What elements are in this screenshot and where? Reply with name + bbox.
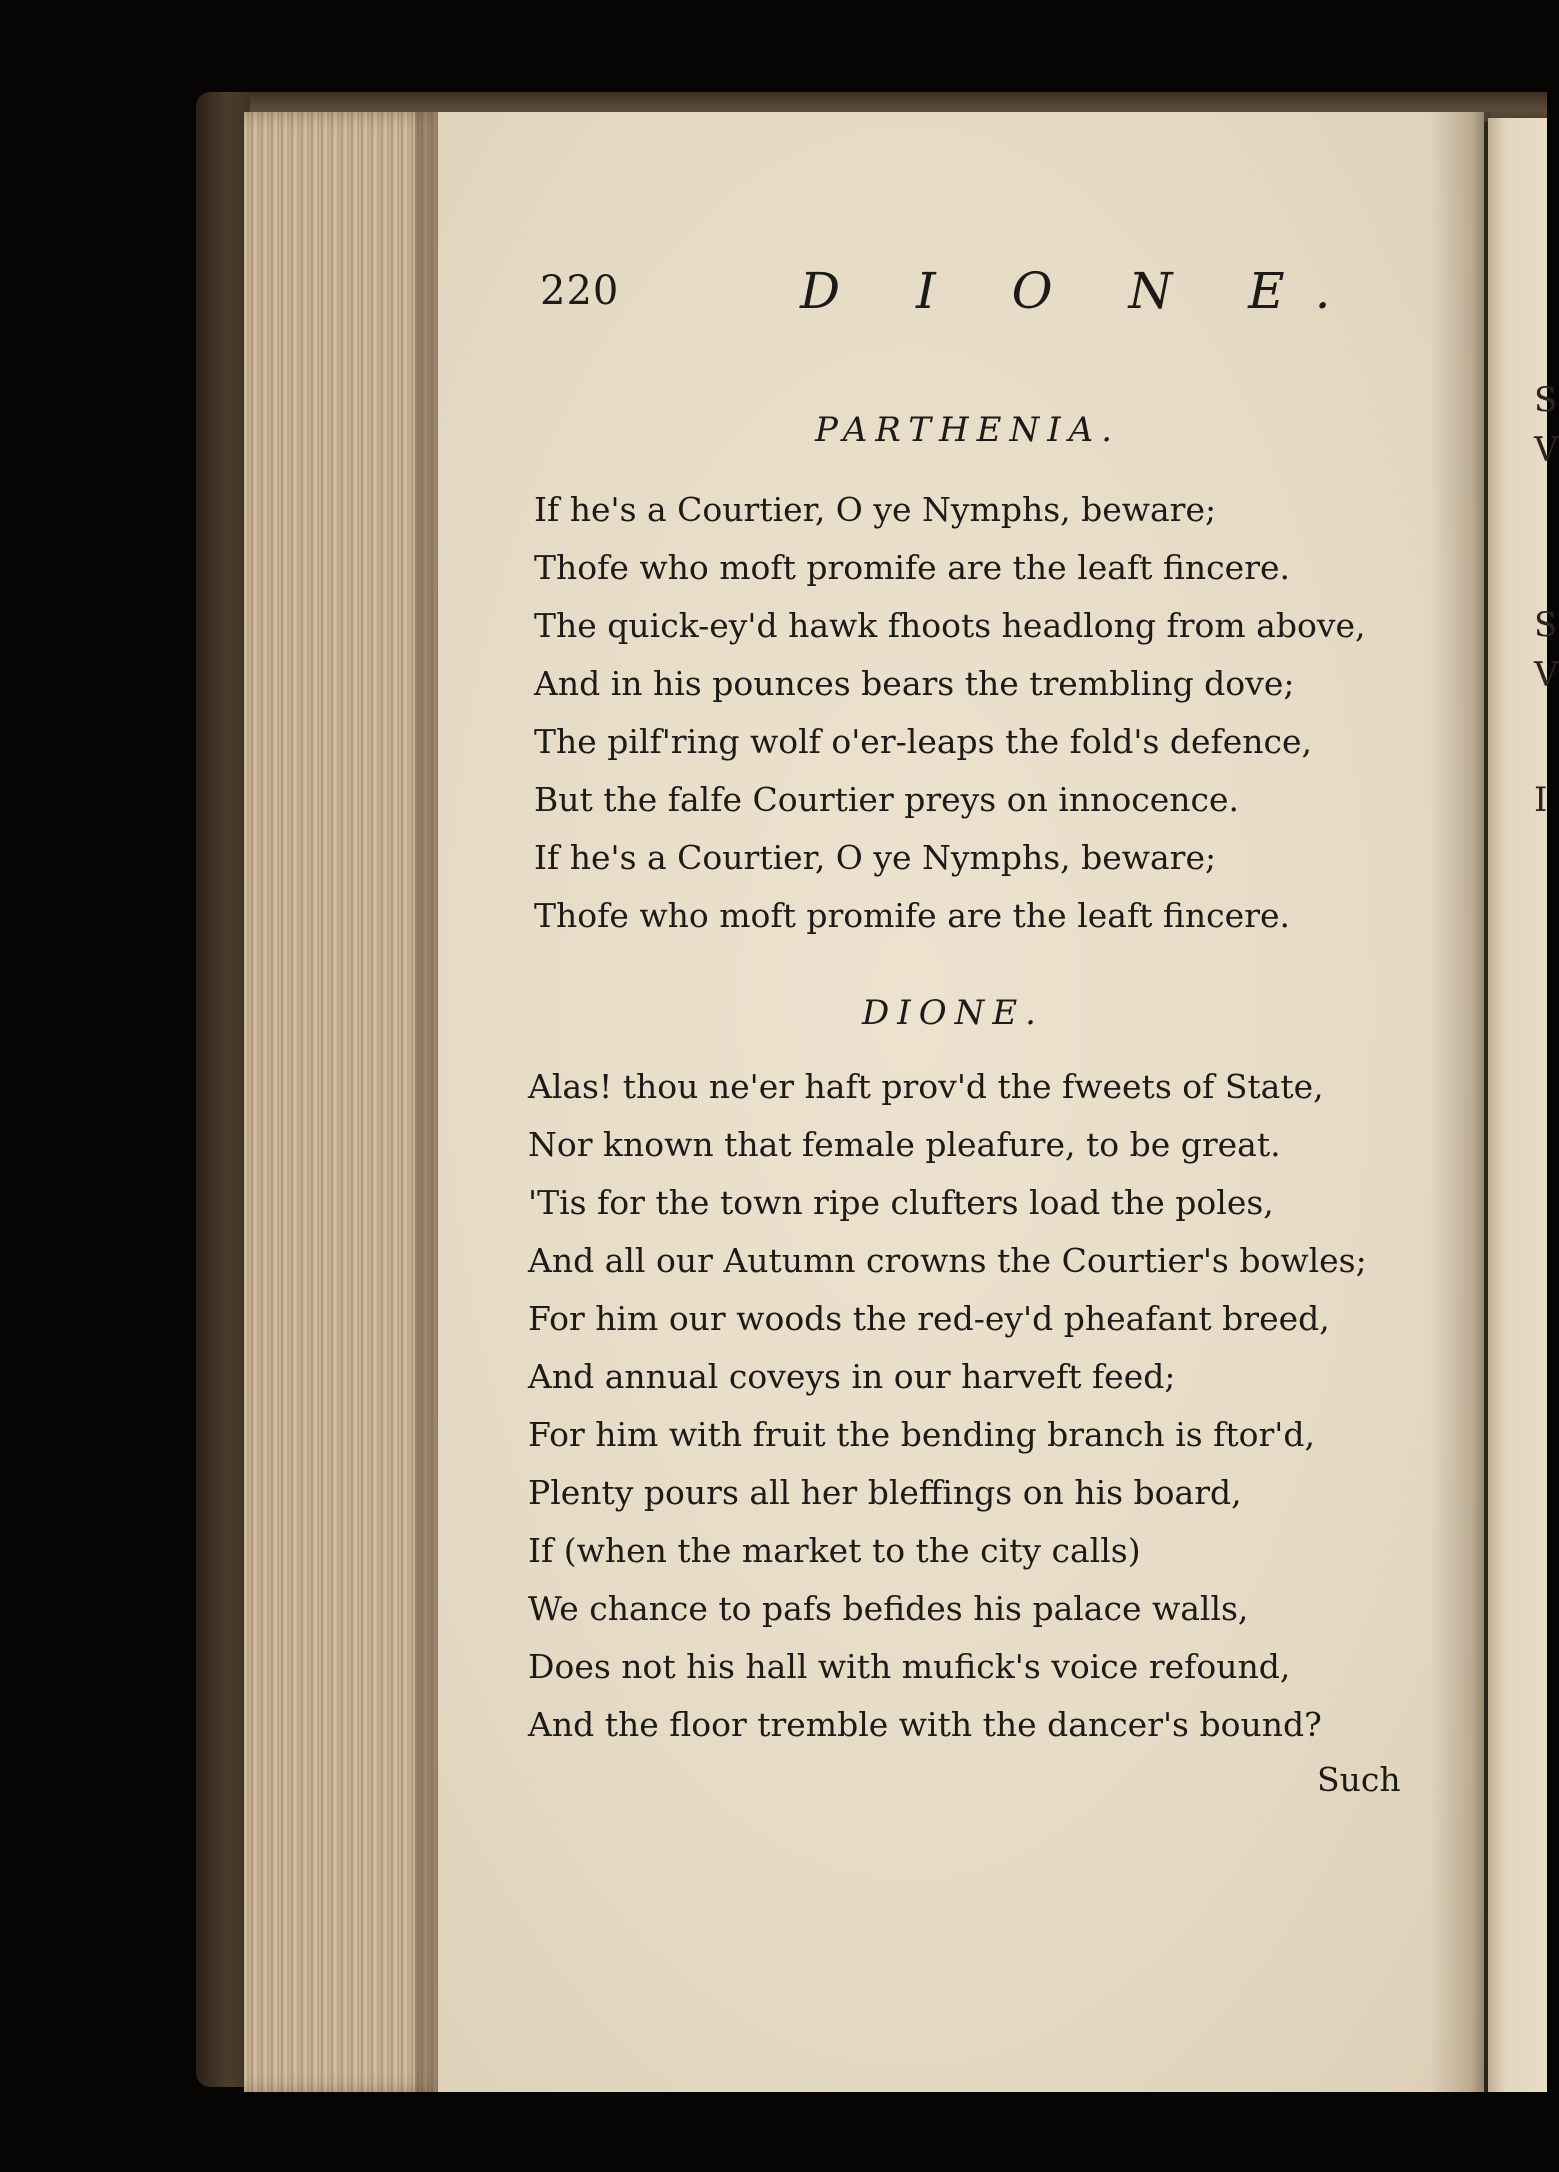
- verse-line: Thofe who moft promife are the leaft fincere.: [534, 896, 1290, 935]
- verse-line: And annual coveys in our harveft feed;: [528, 1357, 1176, 1396]
- catchword: Such: [1317, 1760, 1401, 1799]
- facing-page-glyph: I: [1534, 780, 1548, 820]
- verse-line: If (when the market to the city calls): [528, 1531, 1141, 1570]
- verse-line: But the falfe Courtier preys on innocence.: [534, 780, 1240, 819]
- verse-line: If he's a Courtier, O ye Nymphs, beware;: [534, 838, 1217, 877]
- gutter-shadow: [1430, 112, 1490, 2092]
- verse-line: 'Tis for the town ripe clufters load the poles,: [528, 1183, 1274, 1222]
- verse-line: The quick-ey'd hawk fhoots headlong from above,: [534, 606, 1366, 645]
- running-head: D I O N E.: [800, 262, 1361, 320]
- verse-line: Does not his hall with mufick's voice refound,: [528, 1647, 1291, 1686]
- verse-line: Alas! thou ne'er haft prov'd the fweets of State,: [528, 1067, 1324, 1106]
- verse-line: Thofe who moft promife are the leaft fincere.: [534, 548, 1290, 587]
- facing-page-glyph: V: [1534, 655, 1559, 695]
- facing-page-glyph: S: [1534, 605, 1558, 645]
- verse-line: For him our woods the red-ey'd pheafant breed,: [528, 1299, 1330, 1338]
- verse-line: Nor known that female pleafure, to be great.: [528, 1125, 1281, 1164]
- facing-page-glyph: V: [1534, 430, 1559, 470]
- verse-line: We chance to pafs befides his palace walls,: [528, 1589, 1249, 1628]
- verse-line: The pilf'ring wolf o'er-leaps the fold's defence,: [534, 722, 1313, 761]
- facing-page-glyph: S: [1534, 380, 1558, 420]
- verse-line: If he's a Courtier, O ye Nymphs, beware;: [534, 490, 1217, 529]
- verse-line: And all our Autumn crowns the Courtier's bowles;: [528, 1241, 1367, 1280]
- speaker-heading: PARTHENIA.: [815, 410, 1121, 450]
- verse-line: Plenty pours all her bleffings on his board,: [528, 1473, 1242, 1512]
- page-edges: [244, 112, 444, 2092]
- speaker-heading: DIONE.: [862, 993, 1044, 1033]
- page-number: 220: [540, 268, 620, 314]
- verse-line: For him with fruit the bending branch is ftor'd,: [528, 1415, 1315, 1454]
- verse-line: And in his pounces bears the trembling dove;: [534, 664, 1295, 703]
- verse-line: And the floor tremble with the dancer's bound?: [528, 1705, 1322, 1744]
